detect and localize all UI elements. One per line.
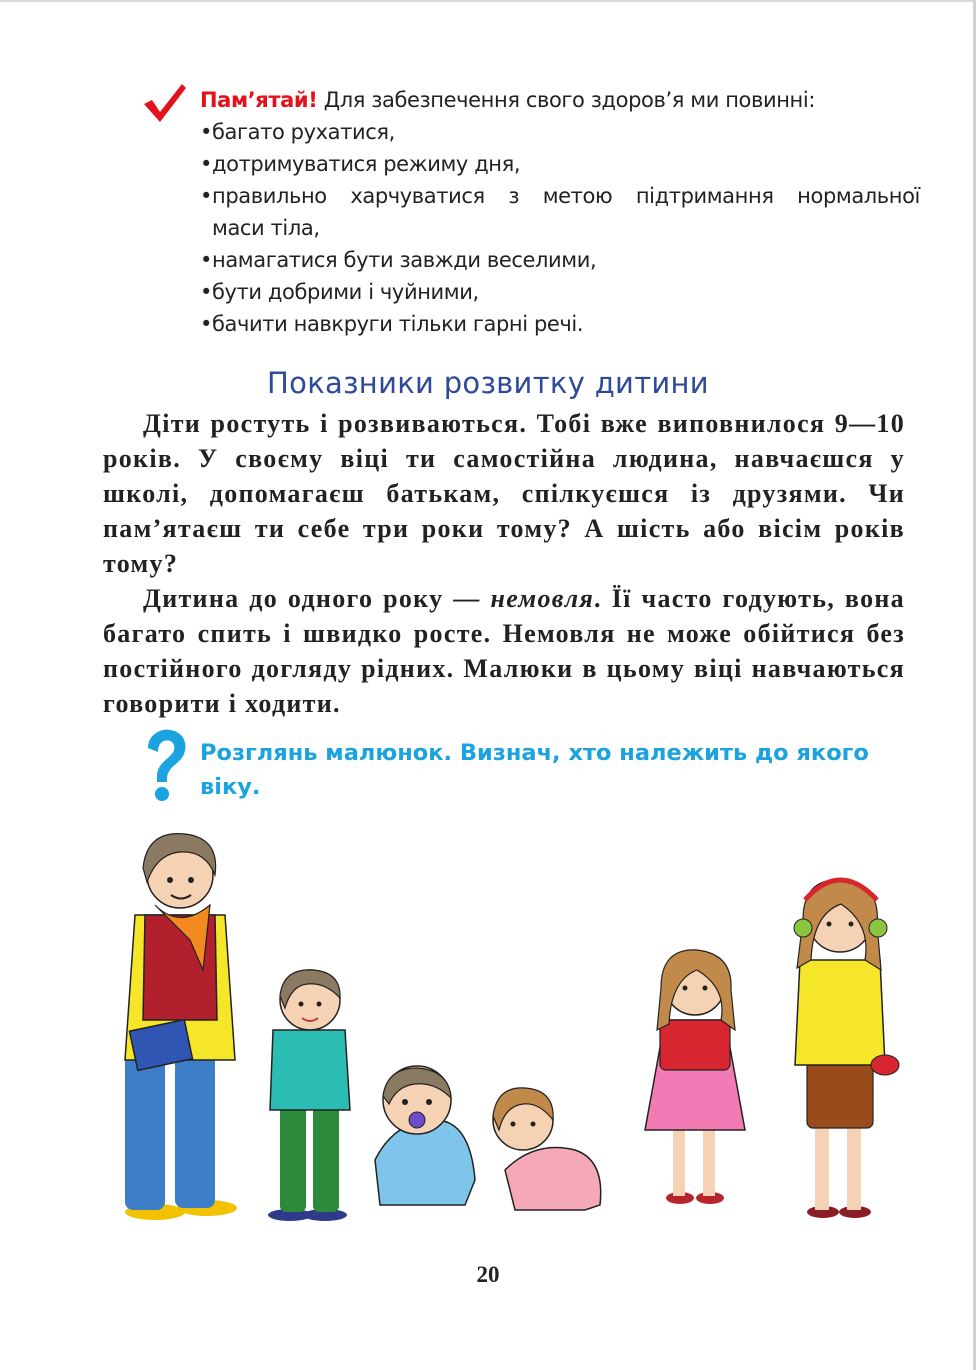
question-mark-icon <box>140 728 190 804</box>
older-girl-figure <box>794 880 899 1218</box>
baby-boy-figure <box>375 1066 475 1205</box>
list-item: • бути добрими і чуйними, <box>200 276 920 308</box>
young-boy-figure <box>268 970 350 1221</box>
remember-label: Пам’ятай! <box>200 88 318 112</box>
question-text: Розглянь малюнок. Визнач, хто належить до якого віку. <box>200 740 869 800</box>
list-item: • бачити навкруги тільки гарні речі. <box>200 308 920 340</box>
paragraph-start: Дитина до одного року — <box>143 584 491 613</box>
list-item: • правильно харчуватися з метою підтримання нормальної <box>200 180 920 212</box>
list-item: • дотримуватися режиму дня, <box>200 148 920 180</box>
section-title: Показники розвитку дитини <box>267 366 709 400</box>
remember-heading <box>200 84 920 116</box>
crawling-baby-figure <box>493 1088 601 1210</box>
paragraph: Діти ростуть і розвиваються. Тобі вже виповнилося 9—10 років. У своєму віці ти самостійна людина, навчаєшся у школі, допомагаєш батькам, спілкуєшся із друзями. Чи пам’ятаєш ти себе три роки тому? А шість або вісім років тому? <box>103 409 905 578</box>
checkmark-icon <box>140 80 188 124</box>
page-border-top <box>0 0 976 2</box>
list-item-continuation: маси тіла, <box>212 216 320 240</box>
remember-intro: Для забезпечення свого здоров’я ми повинні: <box>317 88 815 112</box>
family-ages-illustration <box>95 820 905 1240</box>
term-highlight: немовля <box>490 584 595 613</box>
page-number: 20 <box>476 1262 500 1287</box>
remember-text <box>200 84 920 340</box>
paragraph-end: . Її часто годують, вона багато спить і швидко росте. Немовля не може обійтися без постійного догляду рідних. Малюки в цьому віці навчаються говорити і ходити. <box>103 584 905 718</box>
body-text <box>103 406 905 721</box>
list-item: • намагатися бути завжди веселими, <box>200 244 920 276</box>
remember-list <box>200 116 920 340</box>
teen-boy-figure <box>125 834 237 1220</box>
girl-pink-dress-figure <box>645 950 745 1204</box>
list-item: • багато рухатися, <box>200 116 920 148</box>
paragraph <box>103 581 905 721</box>
